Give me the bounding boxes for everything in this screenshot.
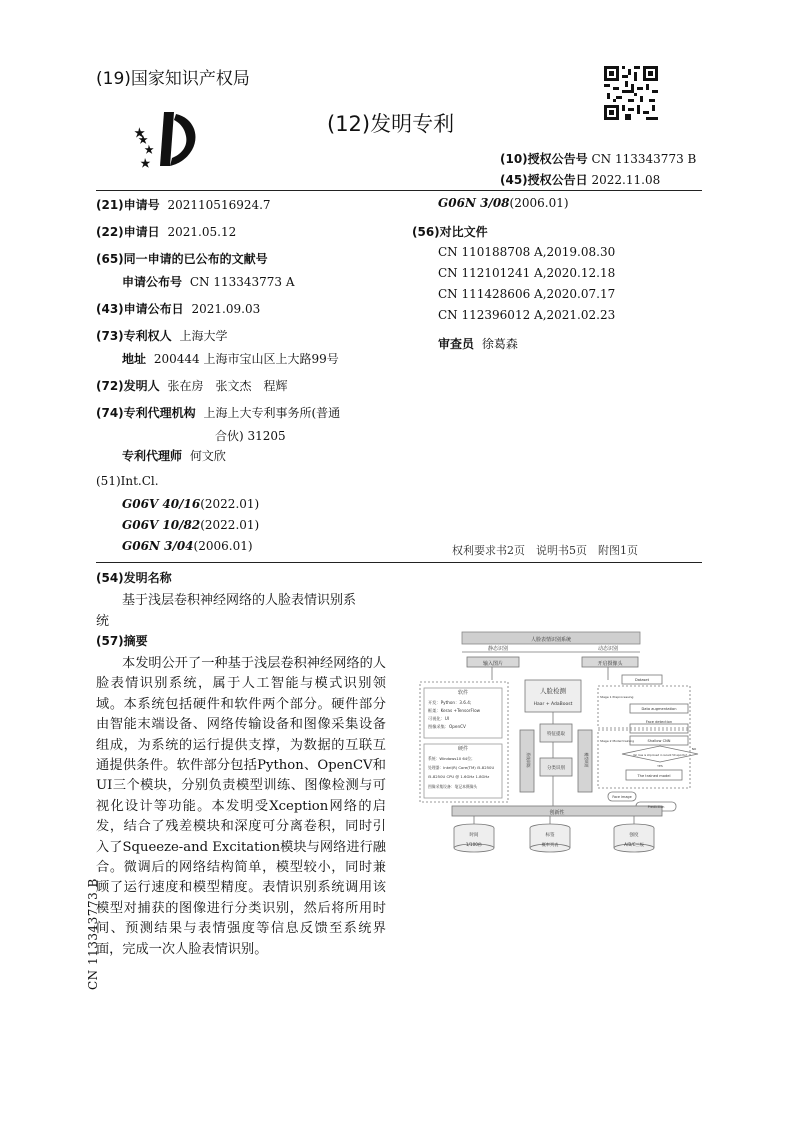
figure-hardware-line: 图像采集设备：笔记本摄像头: [428, 784, 478, 789]
figure-software-line: 框架：Keras +TensorFlow: [428, 708, 481, 713]
grant-date-row: [500, 171, 660, 188]
ipc-code: G06V 40/16: [122, 497, 201, 511]
figure-software-line: 开发：Python：3.6.4;: [428, 700, 472, 705]
ipc-version: (2022.01): [200, 518, 260, 532]
figure-detect-title: 人脸检测: [540, 687, 566, 695]
grant-date-label: (45)授权公告日: [500, 173, 588, 187]
figure-output-intensity-value: A/B/C三级: [624, 842, 644, 847]
inventors-label: (72)发明人: [96, 379, 160, 393]
prior-publication-number: CN 113343773 A: [189, 275, 295, 289]
ipc-code: G06N 3/08: [438, 196, 510, 210]
application-number-row: [96, 196, 271, 213]
patentee: 上海大学: [179, 329, 228, 343]
figure-side-model: 模型调用: [584, 752, 589, 768]
middle-divider: [96, 562, 702, 563]
prior-publication-row: [122, 273, 295, 290]
qr-code-icon: [604, 66, 658, 120]
int-cl-label: (51)Int.Cl.: [96, 474, 159, 488]
figure-dataset: Dataset: [634, 678, 650, 682]
inventors-row: [96, 377, 288, 394]
figure-no: NO: [691, 747, 697, 751]
publication-date-label: (43)申请公布日: [96, 302, 184, 316]
figure-software-line: 图像采集：OpenCV: [428, 724, 466, 729]
figure-output-label-value: 概率列表: [541, 842, 559, 847]
abstract-label: (57)摘要: [96, 634, 148, 648]
ipc-row: [122, 518, 259, 532]
agent-row: [122, 447, 226, 464]
office-name: (19)国家知识产权局: [96, 69, 250, 89]
figure-tab-dynamic: 动态识别: [597, 646, 619, 652]
figure-yes: YES: [657, 764, 663, 768]
document-type: (12)发明专利: [327, 112, 455, 136]
address-label: 地址: [122, 352, 147, 366]
agency-label: (74)专利代理机构: [96, 406, 196, 420]
figure-classification: 分类识别: [547, 766, 565, 771]
cited-document: CN 110188708 A,2019.08.30: [438, 245, 616, 259]
top-divider: [96, 190, 702, 191]
invention-title: 基于浅层卷积神经网络的人脸表情识别系: [122, 593, 357, 608]
figure-output-time-value: 1/100秒: [465, 842, 483, 847]
figure-decision: Val_loss is improved in recent 50 epochs?: [632, 754, 688, 757]
figure-stage2: Stage 2 Model training: [600, 739, 635, 743]
ipc-row: [122, 539, 253, 553]
examiner-label: 审查员: [438, 337, 475, 351]
abstract-figure: [412, 630, 702, 860]
figure-shallow-cnn: Shallow CNN: [647, 739, 671, 743]
prior-publication-number-label: 申请公布号: [122, 275, 183, 289]
application-number: 202110516924.7: [167, 198, 271, 212]
agency: 上海上大专利事务所(普通: [203, 406, 341, 420]
figure-output-intensity: 强度: [629, 833, 639, 838]
figure-tab-static: 静态识别: [487, 646, 509, 652]
address: 200444 上海市宝山区上大路99号: [153, 352, 339, 366]
title-label: (54)发明名称: [96, 571, 172, 585]
application-number-label: (21)申请号: [96, 198, 160, 212]
address-row: [122, 350, 339, 367]
ipc-row-right: [438, 196, 569, 210]
cited-document: CN 111428606 A,2020.07.17: [438, 287, 616, 301]
agency-row: [96, 404, 340, 421]
figure-data-augmentation: Data augmentation: [641, 707, 677, 711]
publication-date: 2021.09.03: [191, 302, 261, 316]
figure-result-bar: 创新性: [549, 810, 565, 816]
abstract-text: [96, 654, 386, 960]
figure-feature-extraction: 特征提取: [547, 732, 565, 737]
figure-hardware-line: 处理器：Intel(R) Core(TM) i5-8250U: [428, 765, 495, 770]
cited-document: CN 112396012 A,2021.02.23: [438, 308, 616, 322]
ipc-version: (2006.01): [193, 539, 253, 553]
agent-label: 专利代理师: [122, 449, 183, 463]
figure-hardware-line: i5-8250U CPU @ 1.6GHz 1.8GHz: [428, 774, 490, 779]
ipc-version: (2006.01): [509, 196, 569, 210]
grant-number: CN 113343773 B: [591, 152, 697, 166]
application-date: 2021.05.12: [167, 225, 237, 239]
figure-face-detection: Face detection: [645, 720, 673, 724]
publication-date-row: [96, 300, 260, 317]
examiner: 徐葛森: [481, 337, 518, 351]
cited-document: CN 112101241 A,2020.12.18: [438, 266, 616, 280]
grant-number-row: [500, 150, 696, 167]
side-publication-number: CN 113343773 B: [86, 878, 100, 990]
application-date-label: (22)申请日: [96, 225, 160, 239]
figure-stage1: Stage 1 Preprocessing: [600, 695, 634, 699]
agency-continued: 合伙) 31205: [215, 429, 286, 443]
figure-hardware-line: 系统：Windows10 64位；: [428, 756, 475, 761]
ipc-version: (2022.01): [200, 497, 260, 511]
figure-camera-label: 开启摄像头: [597, 661, 623, 667]
figure-prediction: Prediction: [647, 805, 665, 809]
figure-output-label: 标签: [545, 833, 555, 838]
prior-publication-label: (65)同一申请的已公布的文献号: [96, 252, 268, 266]
page-counts: 权利要求书2页 说明书5页 附图1页: [452, 544, 638, 557]
grant-date: 2022.11.08: [591, 173, 661, 187]
figure-detect-sub: Haar + AdaBoost: [533, 702, 573, 707]
figure-output-time: 时间: [469, 833, 479, 838]
figure-title: 人脸表情识别系统: [530, 637, 572, 643]
figure-face-image: Face image: [612, 795, 632, 799]
cnipa-logo-icon: [130, 108, 202, 170]
patentee-label: (73)专利权人: [96, 329, 172, 343]
examiner-row: [438, 335, 518, 352]
figure-side-training: 系统训练: [526, 752, 531, 768]
ipc-code: G06N 3/04: [122, 539, 194, 553]
cited-documents-label: (56)对比文件: [412, 225, 488, 239]
invention-title-continued: 统: [96, 614, 110, 629]
figure-software-line: 可视化：UI: [428, 716, 450, 721]
ipc-code: G06V 10/82: [122, 518, 201, 532]
application-date-row: [96, 223, 236, 240]
figure-trained-model: The trained model: [637, 774, 671, 778]
ipc-row: [122, 497, 259, 511]
patentee-row: [96, 327, 228, 344]
agent: 何文欣: [189, 449, 226, 463]
abstract-body: 本发明公开了一种基于浅层卷积神经网络的人脸表情识别系统，属于人工智能与模式识别领域。本系统包括硬件和软件两个部分。硬件部分由智能末端设备、网络传输设备和图像采集设备组成，为系统的运行提供支撑，为数据的互联互通提供条件。软件部分包括Python、OpenCV和UI三个模块，分别负责模型训练、图像检测与可视化设计等功能。本发明受Xception网络的启发，结合了残差模块和深度可分离卷积，同时引入了Squeeze-and Excitation模块与网络进行融合。微调后的网络结构简单，模型较小，同时兼顾了运行速度和模型精度。表情识别系统调用该模型对捕获的图像进行分类识别，然后将所用时间、预测结果与表情强度等信息反馈至系统界面，完成一次人脸表情识别。: [96, 656, 386, 957]
inventors: 张在房 张文杰 程辉: [167, 379, 288, 393]
figure-software-title: 软件: [457, 690, 469, 696]
figure-hardware-title: 硬件: [457, 746, 469, 752]
grant-number-label: (10)授权公告号: [500, 152, 588, 166]
figure-input-label: 输入图片: [482, 661, 504, 667]
